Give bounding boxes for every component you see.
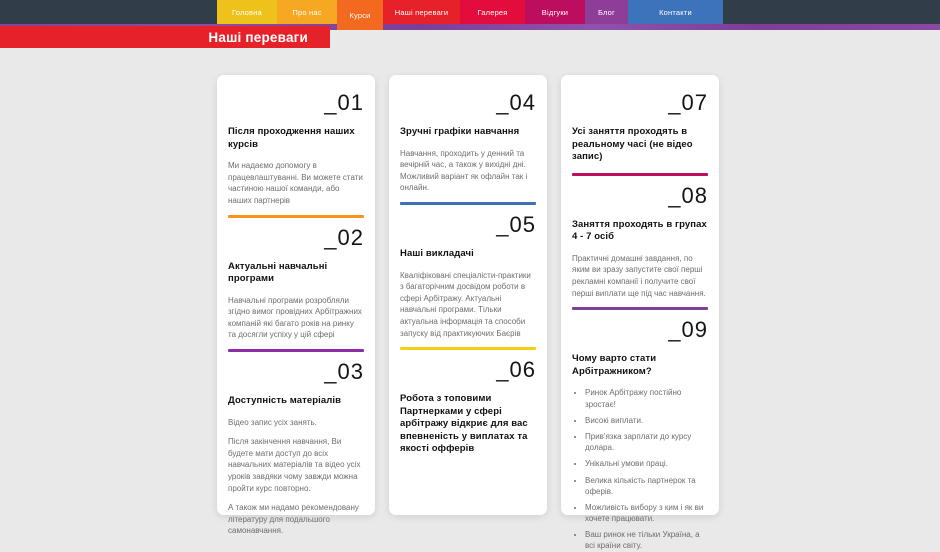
item-05-number: _05 [496,212,536,237]
item-04-divider [400,202,536,205]
item-06-number: _06 [496,357,536,383]
item-02-heading: Актуальні навчальні програми [228,260,328,285]
item-02-divider [228,349,364,352]
item-09-bullets [572,387,708,551]
item-03-text-3: А також ми надамо рекомендовану літературу для подальшого самонавчання. [228,503,359,536]
bullet-item: • Ринок Арбітражу постійно зростає! [585,387,708,409]
item-04-heading: Зручні графіки навчання [400,126,520,138]
page-title-badge [0,26,330,48]
item-05-divider [400,347,536,350]
nav-tab-home[interactable]: Головна [217,0,277,24]
item-08-heading: Заняття проходять в групах 4 - 7 осіб [572,218,707,243]
nav-tab-reviews[interactable]: Відгуки [525,0,585,24]
nav-tab-gallery[interactable]: Галерея [460,0,525,24]
item-08-text: Практичні домашні завдання, по яким ви зразу запустите свої перші рекламні компанії і получите свої перші виплати ще під час навчання. [572,253,706,298]
bullet-item: • Велика кількість партнерок та оферів. [585,475,708,497]
nav-tab-contacts[interactable]: Контакти [628,0,723,24]
item-04-number: _04 [496,90,536,115]
item-08-number: _08 [668,182,708,208]
item-01-text: Ми надаємо допомогу в працевлаштуванні. Ви можете стати частиною нашої команди, або наших партнерів [228,161,363,205]
advantages-column-3 [561,75,719,551]
top-navbar [0,0,940,24]
nav-tab-courses[interactable]: Курси [337,0,383,30]
nav-tab-about[interactable]: Про нас [277,0,337,24]
bullet-item: • Унікальні умови праці. [585,458,708,469]
item-04-text: Навчання, проходить у денний та вечірній час, а також у вихідні дні. Можливий варіант як офлайн так і онлайн. [400,148,528,193]
advantages-column-1 [217,75,375,536]
bullet-item: • Високі виплати. [585,415,708,426]
advantages-column-2 [389,75,547,515]
item-02-text: Навчальні програми розробляли згідно вимог провідних Арбітражних компаній які багато років на ринку та досягли успіху у цій сфері [228,295,362,340]
bullet-item: • Прив'язка зарплати до курсу долара. [585,431,708,453]
item-07-number: _07 [668,90,708,115]
item-01-divider [228,215,364,218]
item-08-divider [572,307,708,310]
item-03-text-1: Відео запис усіх занять. [228,417,317,427]
item-03-number: _03 [324,359,364,385]
item-07-divider [572,173,708,176]
item-09-number: _09 [668,317,708,343]
bullet-item: • Можливість вибору з ким і як ви хочете працювати. [585,502,708,524]
item-05-text: Кваліфіковані спеціалісти-практики з багаторічним досвідом роботи в сфері Арбітражу. Актуальні навчальні програми. Тільки актуальна інформація та способи запуску від практикуючих Баєрів [400,270,531,338]
advantages-grid [217,75,719,551]
item-02-number: _02 [324,224,364,250]
item-03-heading: Доступність матеріалів [228,395,342,407]
item-01-heading: Після проходження наших курсів [228,126,355,150]
item-03-text-2: Після закінчення навчання, Ви будете мати доступ до всіх навчальних матеріалів та відео усіх уроків завдяки чому завжди можна пройти курс повторно. [228,437,361,493]
item-06-heading: Робота з топовими Партнерками у сфері арбітражу відкриє для вас впевненість у виплатах та якості офферів [400,393,528,455]
item-09-heading: Чому варто стати Арбітражником? [572,353,657,377]
item-07-heading: Усі заняття проходять в реальному часі (не відео запис) [572,126,693,163]
item-05-heading: Наші викладачі [400,248,474,260]
nav-tab-blog[interactable]: Блог [585,0,628,24]
bullet-item: • Ваш ринок не тільки Україна, а всі країни світу. [585,529,708,551]
page-title: Наші переваги [208,29,308,45]
nav-tab-advantages[interactable]: Наші переваги [383,0,460,24]
item-01-number: _01 [324,90,364,115]
